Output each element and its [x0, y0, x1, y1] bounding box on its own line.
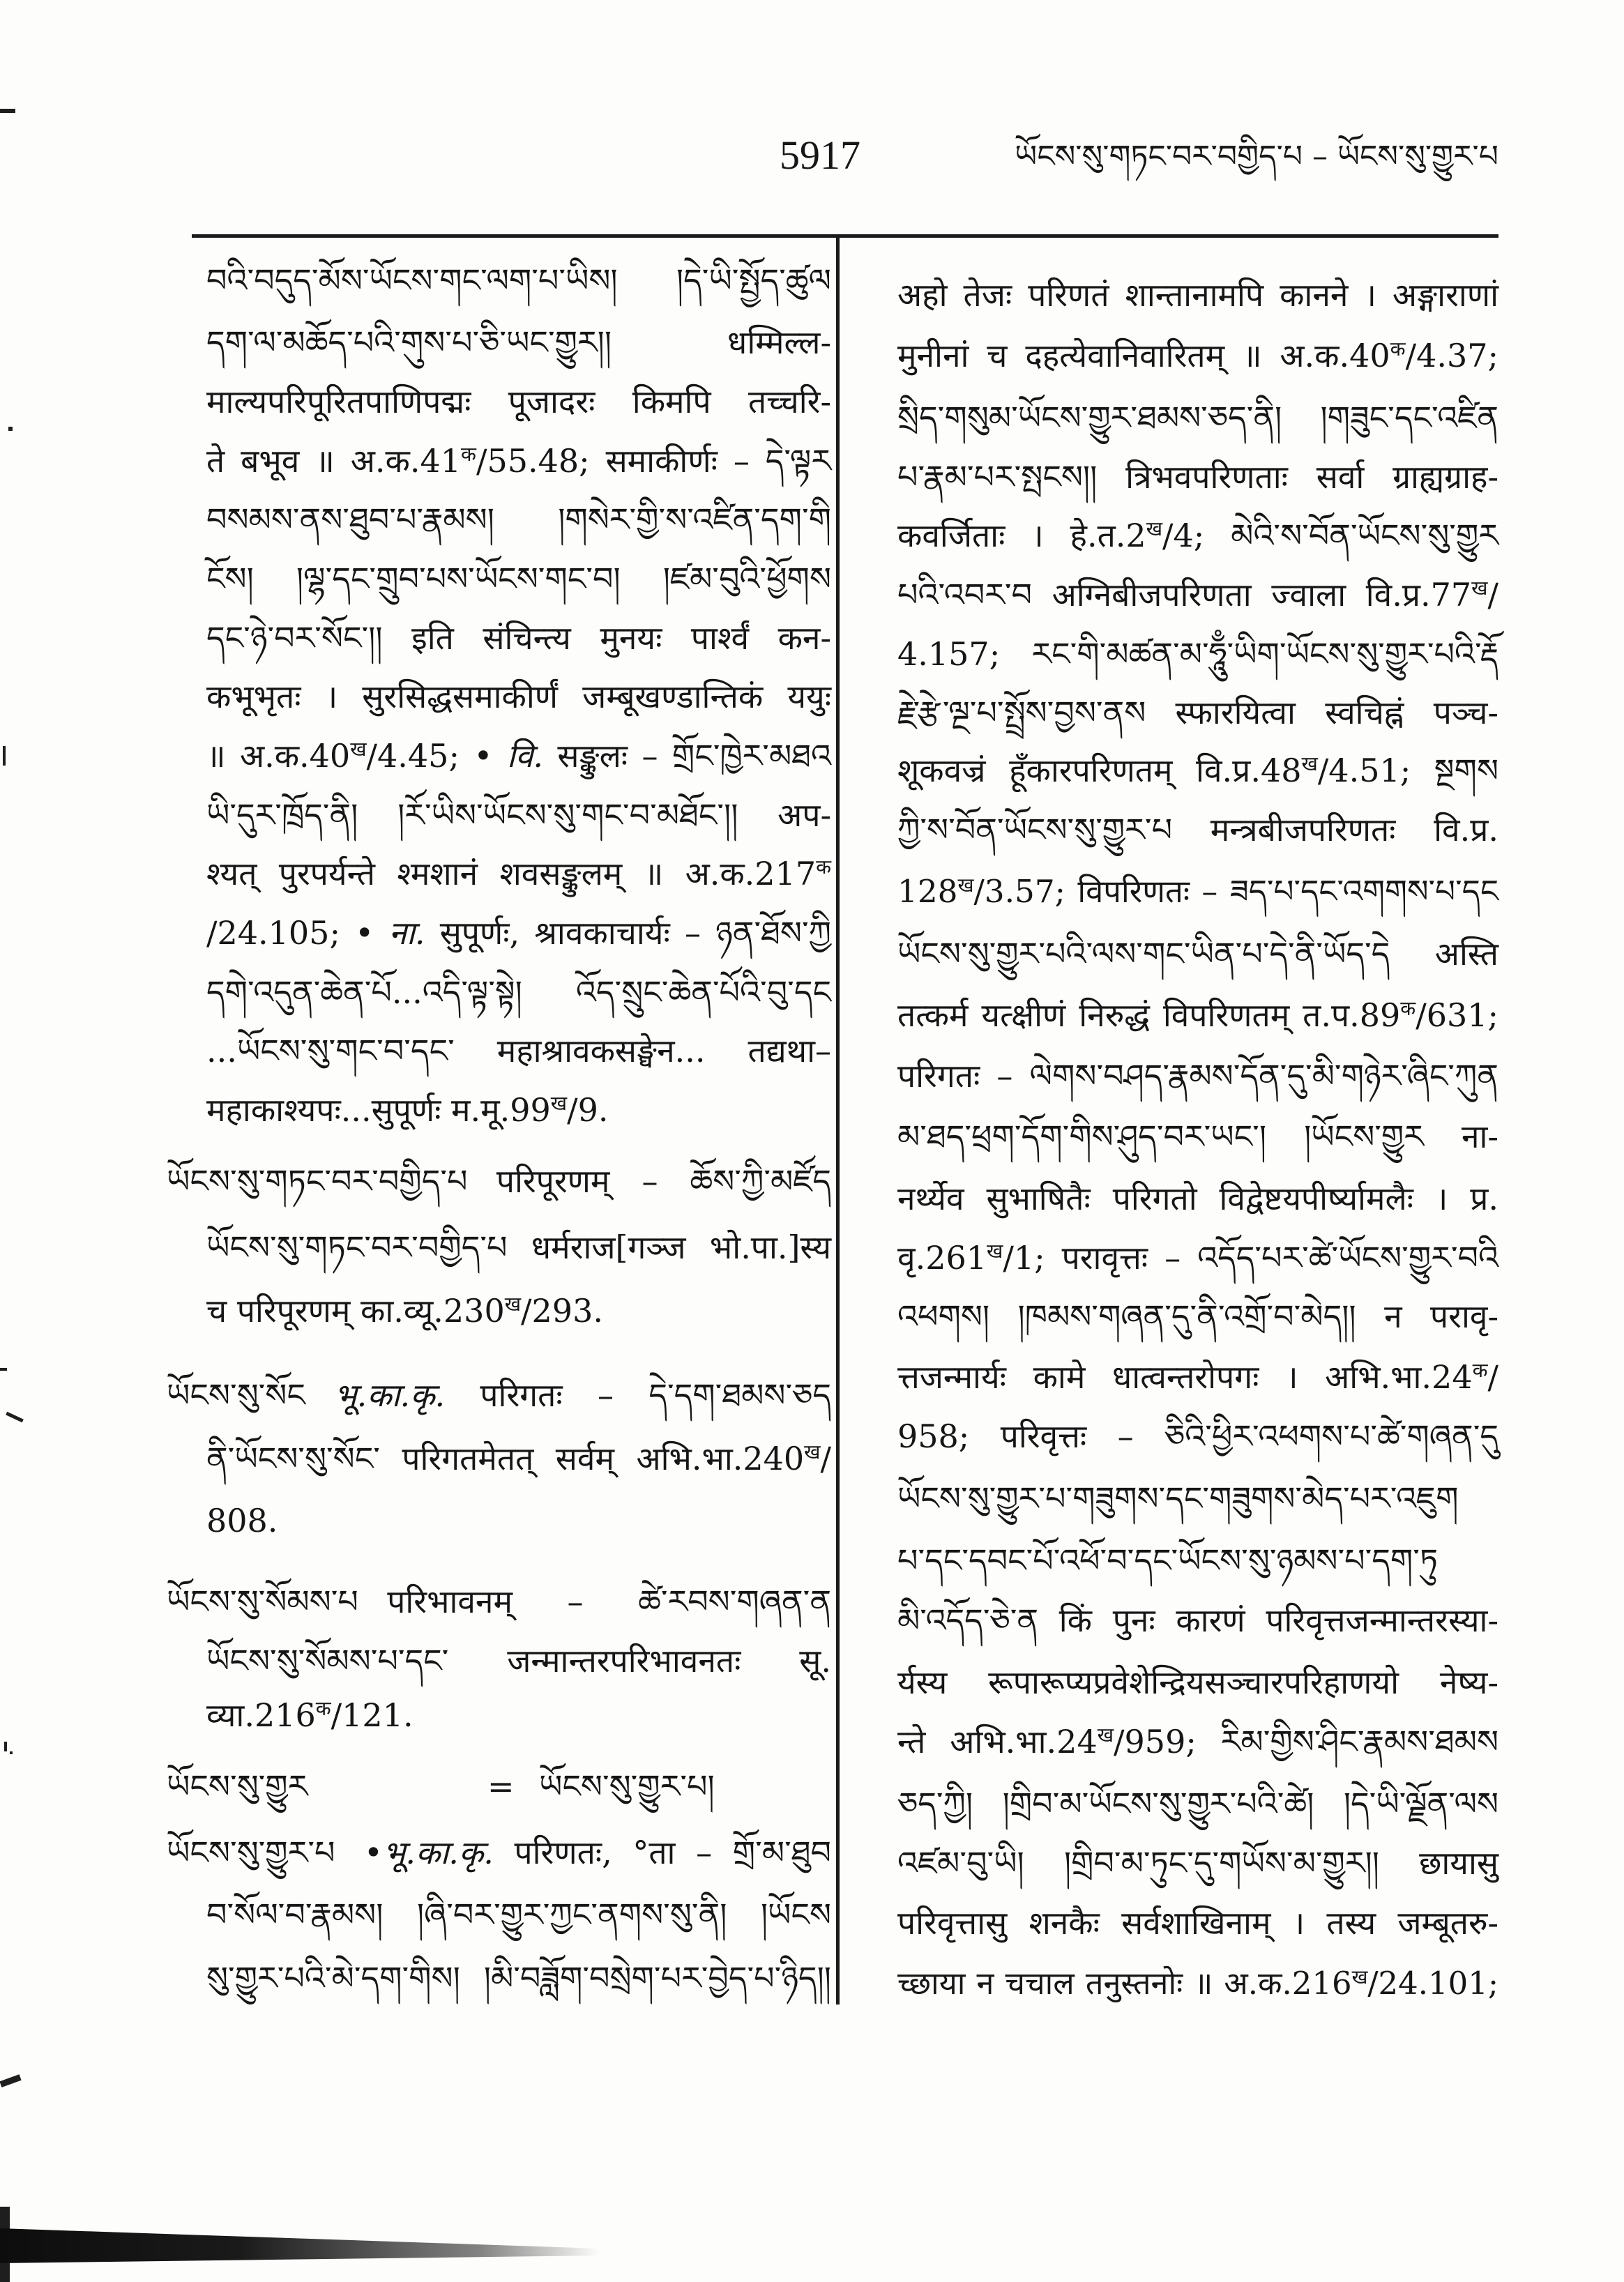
- text-line: [897, 987, 1498, 1043]
- text-run: བསམས་ནས་ཐུབ་པ་རྣམས། །གསེར་གྱི་ས་འཛིན་དག་གི: [206, 501, 831, 538]
- folio-side-marker: ख: [350, 738, 367, 761]
- text-run: /4; མེའི་ས་བོན་ཡོངས་སུ་གྱུར: [1162, 517, 1498, 554]
- text-run: च्छाया न चचाल तनुस्तनोः ॥ अ.क.216: [897, 1965, 1352, 2002]
- folio-side-marker: ख: [1146, 517, 1163, 541]
- text-run: ཀྱི་ས་བོན་ཡོངས་སུ་གྱུར་པ मन्त्रबीजपरिणतः वि.प्र.: [897, 811, 1498, 849]
- running-head-guide-words: ཡོངས་སུ་གཏང་བར་བགྱིད་པ – ཡོངས་སུ་གྱུར་པ: [1015, 139, 1498, 174]
- folio-side-marker: ख: [550, 1092, 568, 1116]
- text-line: [897, 1592, 1498, 1648]
- text-run: ཡོངས་སུ་གྱུར་པ་གཟུགས་དང་གཟུགས་མེད་པར་འཇུག: [897, 1480, 1459, 1517]
- text-run: र्यस्य रूपारूप्यप्रवेशेन्द्रियसञ्चारपरिहाणयो नेष्य-: [897, 1664, 1498, 1701]
- text-line: [897, 1835, 1498, 1891]
- text-run: ཡི་དུར་ཁྲོད་ནི། །རོ་ཡིས་ཡོངས་སུ་གང་བ་མཐོང་།། अप-: [206, 796, 831, 834]
- headword: ཡོངས་སུ་སོང: [167, 1376, 305, 1414]
- text-run: त्तजन्मार्यः कामे धात्वन्तरोपगः । अभि.भा.24: [897, 1358, 1473, 1396]
- equals-sign: =: [487, 1767, 515, 1805]
- text-line: [897, 390, 1498, 446]
- text-run: परिणतः, °ता – གྲོ་མ་ཐུབ: [493, 1834, 831, 1871]
- text-line: [897, 1408, 1498, 1464]
- text-line: [897, 1349, 1498, 1405]
- text-run: ཅད་ཀྱི། །གྲིབ་མ་ཡོངས་སུ་གྱུར་པའི་ཚེ། །དེ་ཡི་ལྗོན་ལས: [897, 1785, 1498, 1823]
- text-run: /: [1487, 1358, 1498, 1396]
- text-run: /24.105; •: [206, 914, 389, 952]
- text-run: श्यत् पुरपर्यन्ते श्मशानं शवसङ्कुलम् ॥ अ.क.217: [206, 855, 817, 892]
- text-line: [897, 1714, 1498, 1770]
- text-run: परिभावनम् – ཚེ་རབས་གཞན་ན: [387, 1583, 831, 1620]
- scan-mark: [3, 746, 6, 766]
- scan-mark: [0, 1368, 7, 1371]
- text-line: [897, 1470, 1498, 1526]
- text-run: सुपूर्णः, श्रावकाचार्यः – ཉན་ཐོས་ཀྱི: [425, 914, 831, 952]
- text-run: /4.51; སྔགས: [1317, 752, 1498, 789]
- text-run: འཛམ་བུ་ཡི། །གྲིབ་མ་ཏུང་དུ་གཡོས་མ་གྱུར།། छायासु: [897, 1844, 1498, 1882]
- text-line: [897, 328, 1498, 383]
- folio-side-marker: ख: [1471, 577, 1488, 600]
- folio-side-marker: क: [461, 443, 476, 466]
- text-run: པ་དང་དབང་པོ་འཕོ་བ་དང་ཡོངས་སུ་ཉམས་པ་དག་ཏུ: [897, 1542, 1439, 1579]
- grammar-abbreviation: भू.का.कृ.: [334, 1376, 446, 1414]
- folio-side-marker: ख: [987, 1240, 1003, 1263]
- text-line: [897, 1171, 1498, 1226]
- text-run: परिगतः – དེ་དག་ཐམས་ཅད: [445, 1376, 831, 1414]
- text-line: [897, 685, 1498, 740]
- folio-side-marker: ख: [1097, 1724, 1114, 1747]
- text-run: མི་འདོད་ཅེ་ན किं पुनः कारणं परिवृत्तजन्मान्तरस्या-: [897, 1602, 1498, 1639]
- text-line: [897, 1655, 1498, 1710]
- text-line: [897, 1109, 1498, 1164]
- text-line: [897, 626, 1498, 682]
- text-run: सङ्कुलः – གྲོང་ཁྱེར་མཐའ: [542, 737, 831, 775]
- text-run: ཡོངས་སུ་གཏང་བར་བགྱིད་པ धर्मराज[गञ्ज भो.पा.]स्य: [206, 1229, 831, 1266]
- text-run: ...ཡོངས་སུ་གང་བ་དང་ महाश्रावकसङ्घेन... तद्यथा–: [206, 1032, 831, 1070]
- text-run: 4.157; རང་གི་མཚན་མ་ཧཱུྃ་ཡིག་ཡོངས་སུ་གྱུར་པའི་རྡོ: [897, 635, 1498, 673]
- text-run: /959; རིམ་གྱིས་ཤིང་རྣམས་ཐམས: [1114, 1723, 1499, 1760]
- text-run: /3.57; विपरिणतः – ཟད་པ་དང་འགགས་པ་དང: [973, 873, 1498, 910]
- text-line: [897, 1532, 1498, 1588]
- scan-mark: [4, 1742, 7, 1751]
- text-line: [897, 802, 1498, 858]
- text-line: [897, 1956, 1498, 2011]
- text-run: •: [363, 1834, 384, 1871]
- text-line: [897, 1230, 1498, 1286]
- text-line: [897, 449, 1498, 505]
- text-run: /: [820, 1440, 831, 1477]
- text-run: རྗེ་རྩེ་ལྔ་པ་སྤྲོས་བྱས་ནས स्फारयित्वा स्वचिह्नं पञ्च-: [897, 694, 1498, 731]
- page-number: 5917: [780, 132, 860, 178]
- text-run: माल्यपरिपूरितपाणिपद्मः पूजादरः किमपि तच्चरि-: [206, 383, 831, 420]
- folio-side-marker: क: [1472, 1359, 1488, 1383]
- folio-side-marker: ख: [1301, 752, 1318, 776]
- text-run: /4.37;: [1405, 337, 1498, 374]
- scan-mark: [10, 1751, 13, 1754]
- grammar-abbreviation: भू.का.कृ.: [383, 1834, 494, 1871]
- text-run: 808.: [206, 1502, 278, 1539]
- folio-side-marker: ख: [804, 1440, 821, 1464]
- text-line: [897, 1288, 1498, 1344]
- text-line: [897, 567, 1498, 623]
- text-run: न्ते अभि.भा.24: [897, 1723, 1098, 1760]
- text-line: [897, 508, 1498, 563]
- text-line: [897, 1895, 1498, 1951]
- text-run: नर्थ्येव सुभाषितैः परिगतो विद्वेष्टयपीर्ष्यामलैः । प्र.: [897, 1180, 1498, 1217]
- text-line: [897, 1776, 1498, 1832]
- text-run: པའི་འབར་བ अग्निबीजपरिणता ज्वाला वि.प्र.77: [897, 576, 1472, 614]
- text-run: /293.: [521, 1292, 603, 1330]
- text-run: མ་ཐད་ཕྲག་དོག་གིས་ཤུད་བར་ཡང་། །ཡོངས་གྱུར ना-: [897, 1118, 1498, 1155]
- text-run: ངོས། །ལྷ་དང་གྲུབ་པས་ཡོངས་གང་བ། །ཛམ་བུའི་ཕྱོགས: [206, 560, 831, 598]
- folio-side-marker: क: [1400, 997, 1416, 1021]
- text-run: परिपूरणम् – ཆོས་ཀྱི་མཛོད: [496, 1162, 831, 1200]
- folio-side-marker: क: [1390, 337, 1406, 361]
- text-run: /55.48; समाकीर्णः – དེ་ལྟར: [476, 442, 831, 480]
- text-run: कभूभृतः । सुरसिद्धसमाकीर्णं जम्बूखण्डान्तिकं ययुः: [206, 678, 831, 715]
- text-line: [897, 743, 1498, 798]
- folio-side-marker: क: [315, 1697, 331, 1721]
- text-run: /4.45; •: [366, 737, 507, 775]
- text-run: སྲིད་གསུམ་ཡོངས་གྱུར་ཐམས་ཅད་ནི། །གཟུང་དང་འཛིན: [897, 399, 1498, 436]
- text-run: /631;: [1416, 996, 1498, 1034]
- folio-side-marker: क: [816, 855, 831, 879]
- text-run: परिवृत्तासु शनकैः सर्वशाखिनाम् । तस्य जम्बूतरु-: [897, 1904, 1498, 1942]
- text-run: /1; परावृत्तः – འདོད་པར་ཚེ་ཡོངས་གྱུར་བའི: [1003, 1239, 1498, 1277]
- text-run: དག་ལ་མཆོད་པའི་གུས་པ་ཅི་ཡང་གྱུར།། धम्मिल्ल-: [206, 324, 831, 361]
- text-run: महाकाश्यपः...सुपूर्णः म.मू.99: [206, 1091, 551, 1129]
- folio-side-marker: ख: [1351, 1965, 1368, 1988]
- text-run: འཕགས། །ཁམས་གཞན་དུ་ནི་འགྲོ་བ་མེད།། न परावृ-: [897, 1298, 1498, 1335]
- text-line: [897, 926, 1498, 982]
- headword: ཡོངས་སུ་གཏང་བར་བགྱིད་པ: [167, 1162, 468, 1200]
- headword: ཡོངས་སུ་སོམས་པ: [167, 1583, 358, 1620]
- folio-side-marker: ख: [957, 873, 974, 897]
- text-run: 958; परिवृत्तः – ཅིའི་ཕྱིར་འཕགས་པ་ཚེ་གཞན་དུ: [897, 1417, 1498, 1455]
- grammar-abbreviation: वि.: [506, 737, 543, 775]
- headword: ཡོངས་སུ་གྱུར: [167, 1767, 308, 1805]
- text-run: དང་ཉེ་བར་སོང་།། इति संचिन्त्य मुनयः पार्श्वं कन-: [206, 619, 831, 657]
- text-run: 128: [897, 873, 958, 910]
- text-run: तत्कर्म यत्क्षीणं निरुद्धं विपरिणतम् त.प.89: [897, 996, 1401, 1034]
- text-run: /121.: [331, 1696, 413, 1734]
- text-run: བའི་བདུད་མོས་ཡོངས་གང་ལག་པ་ཡིས། །དེ་ཡི་སྤྱོད་ཚུལ: [206, 261, 831, 299]
- text-run: /24.101;: [1367, 1965, 1498, 2002]
- text-run: པ་རྣམ་པར་སྤངས།། त्रिभवपरिणताः सर्वा ग्राह्यग्राह-: [897, 458, 1498, 496]
- text-run: དགེ་འདུན་ཆེན་པོ...འདི་ལྟ་སྟེ། འོད་སྲུང་ཆེན་པོའི་བུ་དང: [206, 973, 831, 1011]
- text-line: [897, 1048, 1498, 1104]
- text-run: ते बभूव ॥ अ.क.41: [206, 442, 462, 480]
- scan-mark: [0, 109, 15, 113]
- text-run: བ་སོལ་བ་རྣམས། །ཞི་བར་གྱུར་ཀྱང་ནགས་སུ་ནི། །ཡོངས: [206, 1896, 831, 1933]
- text-run: अहो तेजः परिणतं शान्तानामपि कानने । अङ्गाराणां: [897, 276, 1498, 314]
- text-run: ནི་ཡོངས་སུ་སོང་ परिगतमेतत् सर्वम् अभि.भा.240: [206, 1440, 805, 1477]
- text-run: ཡོངས་སུ་གྱུར་པའི་ལས་གང་ཡིན་པ་དེ་ནི་ཡོད་དེ अस्ति: [897, 935, 1498, 973]
- text-run: /9.: [567, 1091, 609, 1129]
- text-run: च परिपूरणम् का.व्यू.230: [206, 1292, 505, 1330]
- text-run: ཡོངས་སུ་སོམས་པ་དང་ जन्मान्तरपरिभावनतः सू.: [206, 1642, 831, 1680]
- text-run: ཡོངས་སུ་གྱུར་པ།: [539, 1767, 715, 1805]
- text-run: ॥ अ.क.40: [206, 737, 351, 775]
- folio-side-marker: ख: [504, 1293, 522, 1316]
- text-run: /: [1487, 576, 1498, 614]
- headword: ཡོངས་སུ་གྱུར་པ: [167, 1834, 335, 1871]
- text-run: मुनीनां च दहत्येवानिवारितम् ॥ अ.क.40: [897, 337, 1390, 374]
- text-run: व्या.216: [206, 1696, 316, 1734]
- grammar-abbreviation: ना.: [388, 914, 425, 952]
- scan-mark: [8, 427, 13, 431]
- text-run: कवर्जिताः । हे.त.2: [897, 517, 1146, 554]
- text-run: शूकवज्रं हूँकारपरिणतम् वि.प्र.48: [897, 752, 1302, 789]
- text-run: वृ.261: [897, 1239, 987, 1277]
- text-line: [897, 864, 1498, 920]
- text-line: [897, 267, 1498, 323]
- text-run: སུ་གྱུར་པའི་མེ་དག་གིས། །མི་བཟློག་བསྲེག་པར་བྱེད་པ་ཉིད།།: [206, 1959, 831, 1997]
- text-run: परिगतः – ལེགས་བཤད་རྣམས་དོན་དུ་མི་གཉེར་ཞིང་ཀུན: [897, 1057, 1498, 1095]
